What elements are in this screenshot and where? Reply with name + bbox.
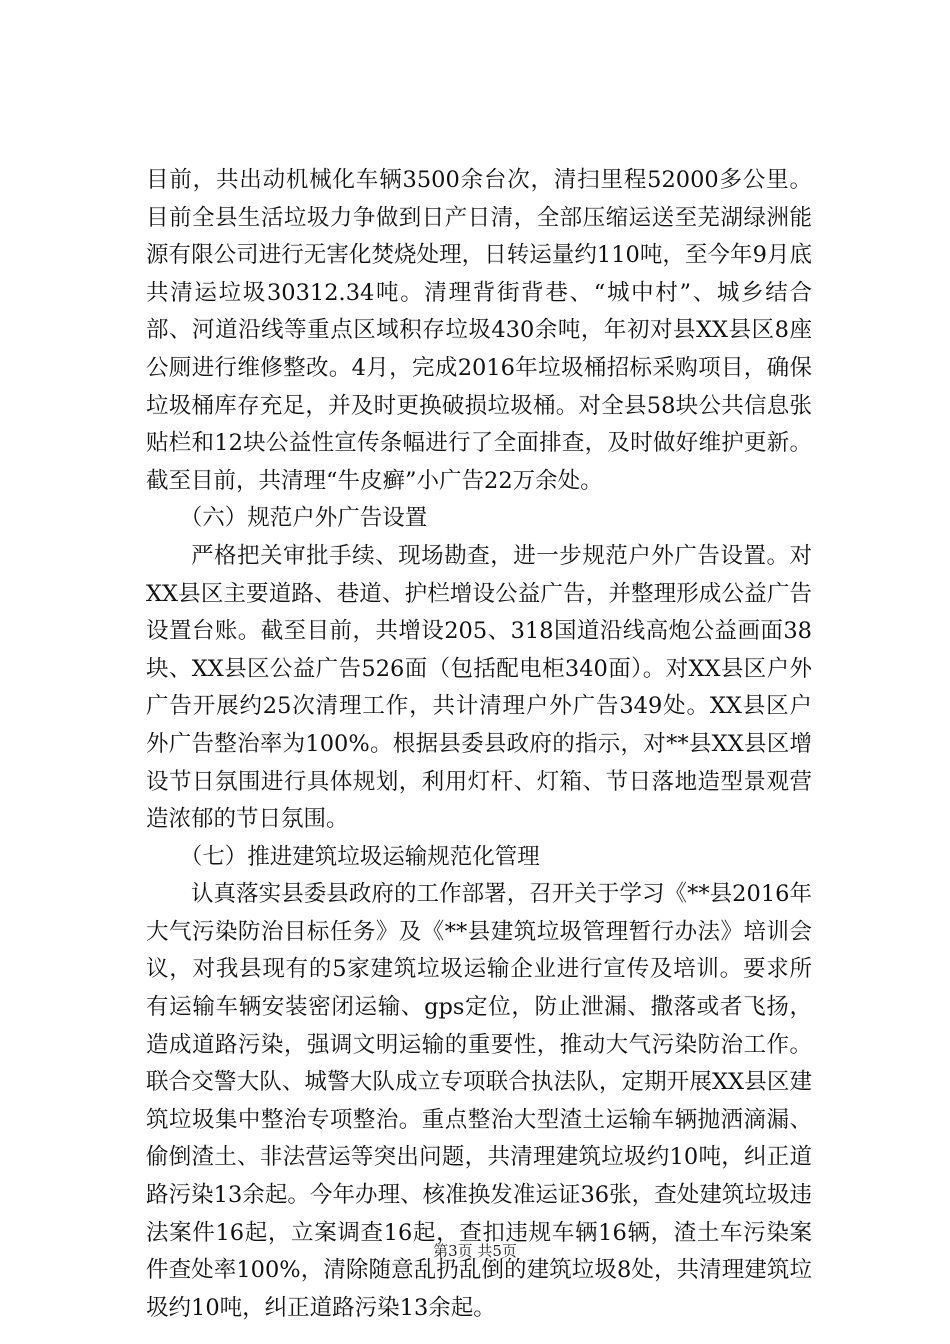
document-body — [146, 162, 812, 1327]
page-footer: 第3页 共5页 — [433, 1242, 517, 1260]
section-heading-construction-waste: （七）推进建筑垃圾运输规范化管理 — [179, 843, 540, 870]
paragraph-outdoor-ads: 严格把关审批手续、现场勘查，进一步规范户外广告设置。对XX县区主要道路、巷道、护栏增设公益广告，并整理形成公益广告设置台账。截至目前，共增设205、318国道沿线高炮公益画面38块、XX县区公益广告526面（包括配电柜340面）。对XX县区户外广告开展约25次清理工作，共计清理户外广告349处。XX县区户外广告整治率为100%。根据县委县政府的指示，对**县XX县区增设节日氛围进行具体规划，利用灯杆、灯箱、节日落地造型景观营造浓郁的节日氛围。 — [146, 542, 812, 833]
paragraph-construction-waste: 认真落实县委县政府的工作部署，召开关于学习《**县2016年大气污染防治目标任务》及《**县建筑垃圾管理暂行办法》培训会议，对我县现有的5家建筑垃圾运输企业进行宣传及培训。要求所有运输车辆安装密闭运输、gps定位，防止泄漏、撒落或者飞扬，造成道路污染，强调文明运输的重要性，推动大气污染防治工作。联合交警大队、城警大队成立专项联合执法队，定期开展XX县区建筑垃圾集中整治专项整治。重点整治大型渣土运输车辆抛洒滴漏、偷倒渣土、非法营运等突出问题，共清理建筑垃圾约10吨，纠正道路污染13余起。今年办理、核准换发准运证36张，查处建筑垃圾违法案件16起，立案调查16起，查扣违规车辆16辆，渣土车污染案件查处率100%，清除随意乱扔乱倒的建筑垃圾8处，共清理建筑垃圾约10吨，纠正道路污染13余起。 — [146, 881, 812, 1321]
paragraph-sanitation-summary: 目前，共出动机械化车辆3500余台次，清扫里程52000多公里。目前全县生活垃圾力争做到日产日清，全部压缩运送至芜湖绿洲能源有限公司进行无害化焚烧处理，日转运量约110吨，至今年9月底共清运垃圾30312.34吨。清理背街背巷、“城中村”、城乡结合部、河道沿线等重点区域积存垃圾430余吨，年初对县XX县区8座公厕进行维修整改。4月，完成2016年垃圾桶招标采购项目，确保垃圾桶库存充足，并及时更换破损垃圾桶。对全县58块公共信息张贴栏和12块公益性宣传条幅进行了全面排查，及时做好维护更新。截至目前，共清理“牛皮癣”小广告22万余处。 — [146, 167, 812, 494]
section-heading-outdoor-ads: （六）规范户外广告设置 — [179, 505, 428, 532]
